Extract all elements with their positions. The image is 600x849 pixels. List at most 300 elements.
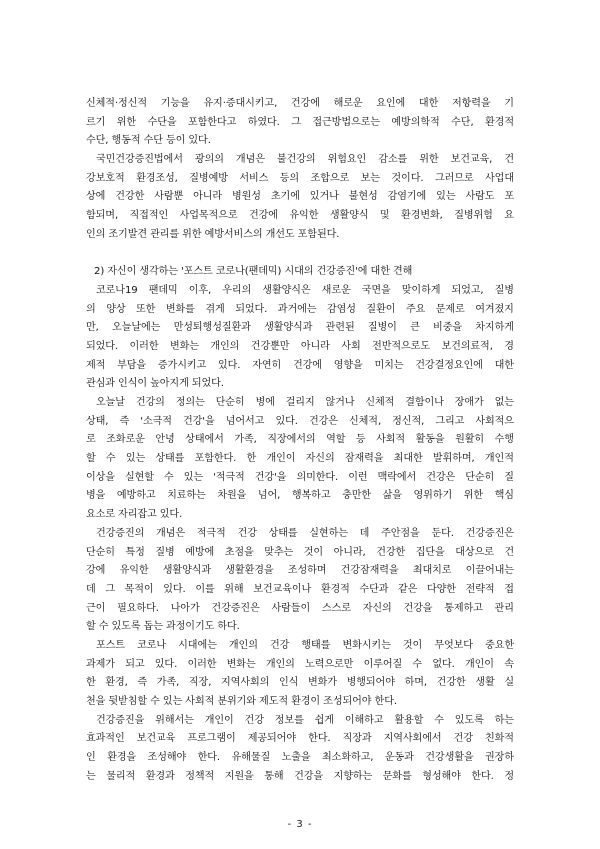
word: 스스로 [321, 602, 351, 614]
word: 생활양식 [329, 210, 369, 222]
word: 환경변화, [401, 210, 443, 222]
text-line [86, 282, 514, 301]
text-line [86, 319, 514, 338]
word: 위해 [224, 583, 244, 595]
word: 수 [105, 453, 116, 465]
word: 조성해야 [147, 752, 187, 764]
word: 건강은 [426, 471, 456, 483]
word: 건강결정요인에 [415, 359, 483, 371]
word: 개념은 [235, 154, 265, 166]
text-line [86, 413, 514, 432]
text-line [86, 637, 514, 656]
word: 결함이나 [405, 397, 444, 408]
text-line [86, 338, 514, 357]
word: 아니라, [333, 546, 366, 558]
line-text: 수단, 행동적 수단 등이 있다. [86, 135, 211, 147]
word: 초점을 [224, 546, 254, 558]
word: 전략적 [465, 583, 495, 595]
word: 생활양식과 [162, 565, 212, 577]
blank-line [86, 245, 514, 264]
word: 적극적 [196, 527, 226, 539]
word: 포함한다. [194, 453, 237, 465]
word: 코로나 [137, 639, 167, 651]
word: 조합으로 [310, 172, 350, 184]
word: 위해서는 [155, 714, 194, 726]
word: 넘어, [257, 490, 281, 502]
line-text: 천을 뒷받침할 수 있는 사회적 분위기와 제도적 환경이 조성되어야 한다. [86, 696, 397, 707]
word: 있다. [217, 359, 241, 371]
text-line [86, 487, 514, 506]
word: 건강'을 [183, 415, 215, 427]
word: 건강한 [436, 677, 466, 689]
word: 변화시키는 [342, 639, 391, 651]
word: 요 [504, 210, 514, 222]
word: 되었다. [86, 340, 119, 352]
word: 권장하 [485, 752, 514, 764]
word: 정책적 [185, 770, 215, 782]
word: 건강의 [135, 397, 165, 408]
word: 건강에 [290, 98, 320, 109]
word: 이런 [348, 471, 368, 483]
word: 정의는 [175, 397, 205, 408]
word: 핵심 [494, 490, 514, 502]
word: 사람뿐 [154, 191, 184, 203]
word: 접근방법으로는 [312, 116, 380, 128]
word: 있는 [436, 191, 456, 203]
text-line [86, 693, 514, 712]
word: 최대치로 [412, 565, 452, 577]
word: 유해물질 [231, 752, 271, 764]
word: 오늘날에는 [112, 322, 161, 334]
word: 사람도 [465, 191, 495, 203]
word: 건강한 [376, 546, 406, 558]
word: 만, [86, 322, 99, 334]
text-line [86, 301, 514, 320]
word: 변화가 [307, 677, 337, 689]
word: 있다. [275, 415, 298, 427]
word: 사회 [341, 340, 361, 352]
word: 생활양식과 [264, 322, 313, 334]
word: 관리 [494, 602, 514, 614]
word: 없는 [494, 397, 514, 408]
word: 건강잠재력을 [340, 565, 399, 577]
word: 건강을 [403, 602, 433, 614]
word: 큰 [410, 322, 420, 334]
word: 단순히 [215, 397, 245, 408]
word: 생활 [475, 677, 495, 689]
word: 수 [164, 471, 174, 483]
word: 증가시키고 [157, 359, 207, 371]
word: 이상을 [86, 471, 115, 483]
word: 건강 [453, 733, 473, 745]
word: 하였다. [247, 116, 280, 128]
text-line [86, 469, 514, 488]
word: 예방에 [185, 546, 215, 558]
text-line [86, 114, 514, 133]
word: 그 [105, 583, 115, 595]
word: 차원을 [217, 490, 247, 502]
word: 물리적 [106, 770, 136, 782]
word: 수단과 [359, 583, 389, 595]
word: 보건교육 [136, 733, 176, 745]
word: 질병 [494, 284, 514, 296]
word: 수 [434, 714, 444, 726]
word: 강에 [86, 565, 106, 577]
word: 즉 [137, 677, 148, 689]
word: 환경, [105, 677, 128, 689]
word: 환경적 [485, 116, 514, 128]
word: 개념은 [156, 527, 185, 539]
word: 과거에는 [277, 303, 317, 315]
word: 유지·증대시키고, [203, 98, 278, 109]
word: 원활히 [455, 434, 485, 446]
word: 영향을 [333, 359, 363, 371]
word: 그러므로 [434, 172, 474, 184]
word: 병을 [86, 490, 106, 502]
word: 기 [504, 98, 514, 109]
word: 프로그램이 [187, 733, 236, 745]
word: 질병 [155, 546, 175, 558]
word: 제공되어야 [247, 733, 296, 745]
word: 건강에 [248, 210, 278, 222]
word: 사회적으 [475, 415, 514, 427]
word: 보건교육이나 [253, 583, 312, 595]
word: 이해하고 [344, 714, 384, 726]
word: 지역사회의 [221, 677, 270, 689]
line-text: 2) 자신이 생각하는 '포스트 코로나(팬데믹) 시대의 건강증진'에 대한 견해 [94, 266, 413, 278]
word: 오늘날 [96, 397, 125, 408]
word: 신체적·정신적 [86, 98, 148, 109]
word: 걸리지 [285, 397, 315, 408]
word: 실 [504, 677, 514, 689]
word: 사람들이 [271, 602, 311, 614]
word: 유익한 [289, 210, 319, 222]
word: 부담을 [117, 359, 147, 371]
word: 코로나19 [96, 284, 138, 296]
word: '적극적 [213, 471, 245, 483]
word: 한 [86, 677, 96, 689]
word: 초기에 [270, 191, 300, 203]
word: 위험요인 [327, 154, 367, 166]
line-text: 할 수 있도록 돕는 과정이기도 하다. [86, 621, 240, 633]
word: 광의의 [194, 154, 224, 166]
word: 문화를 [382, 770, 412, 782]
word: 예방의학적 [391, 116, 440, 128]
word: 건 [504, 546, 514, 558]
word: 잠재력을 [344, 453, 384, 465]
word: 의 [86, 303, 96, 315]
word: 르기 [86, 116, 106, 128]
word: 하는 [494, 714, 514, 726]
word: 팬데믹 [148, 284, 178, 296]
word: 접 [504, 583, 514, 595]
word: 필요하다. [117, 602, 159, 614]
word: 포함한다고 [187, 116, 237, 128]
word: 없다. [432, 658, 455, 670]
word: 문제로 [435, 303, 465, 315]
word: 해로운 [333, 98, 363, 109]
text-line [86, 506, 514, 525]
text-line [86, 525, 514, 544]
word: 질 [504, 471, 514, 483]
word: 상태, [86, 415, 109, 427]
text-line [86, 188, 514, 207]
word: 건강증진의 [96, 527, 145, 539]
word: 건강 [244, 714, 264, 726]
word: 이끌어내는 [465, 565, 514, 577]
word: 즉 [119, 415, 130, 427]
word: 하며, [404, 677, 427, 689]
word: 시대에는 [178, 639, 217, 651]
text-line [86, 450, 514, 469]
word: 상태를 [268, 527, 298, 539]
word: 경 [504, 340, 514, 352]
word: 개인이 [465, 658, 494, 670]
word: 있는 [183, 471, 204, 483]
word: 다양한 [427, 583, 456, 595]
word: 맥락에서 [377, 471, 417, 483]
word: 노력으로만 [305, 658, 354, 670]
word: 상태에서 [185, 434, 224, 446]
line-text: 관심과 인식이 높아지게 되었다. [86, 378, 224, 390]
word: 우리의 [222, 284, 252, 296]
word: 있는 [125, 453, 146, 465]
word: 는 [86, 770, 96, 782]
text-line [86, 618, 514, 637]
word: 실현하는 [309, 527, 348, 539]
word: 안녕 [155, 434, 175, 446]
word: 데 [359, 527, 370, 539]
text-line [86, 768, 514, 787]
word: 직장에서의 [267, 434, 316, 446]
word: 질병예방 [189, 172, 228, 184]
word: 개인적 [484, 453, 514, 465]
word: 등의 [279, 172, 300, 184]
word: 질병위험 [454, 210, 493, 222]
word: 기능을 [160, 98, 190, 109]
word: 전반적으로도 [372, 340, 430, 352]
word: 관련된 [325, 322, 355, 334]
word: 환경조성, [136, 172, 178, 184]
word: 건 [504, 154, 514, 166]
word: 변화는 [226, 658, 256, 670]
word: 겪게 [205, 303, 225, 315]
word: 최대한 [393, 453, 423, 465]
word: 정신적, [392, 415, 425, 427]
word: 실현할 [125, 471, 154, 483]
word: 삶을 [382, 490, 402, 502]
line-text: 요소로 자리잡고 있다. [86, 509, 183, 521]
word: 이를 [195, 583, 215, 595]
word: 건강은 [308, 415, 338, 427]
word: 또한 [136, 303, 156, 315]
word: 환경과 [145, 770, 175, 782]
text-line [86, 394, 514, 413]
word: 아니라 [300, 340, 330, 352]
word: 효과적인 [86, 733, 125, 745]
word: 대한 [494, 359, 514, 371]
text-line [86, 170, 514, 189]
word: 질환이 [366, 303, 396, 315]
word: 운동과 [384, 752, 414, 764]
word: 아니라 [193, 191, 223, 203]
word: 사회적 [376, 434, 406, 446]
word: 가족, [234, 434, 257, 446]
word: 통해 [264, 770, 284, 782]
word: 과제가 [86, 658, 115, 670]
word: 정보를 [274, 714, 304, 726]
word: 제적 [86, 359, 106, 371]
word: 만성퇴행성질환과 [173, 322, 251, 334]
word: 조성하며 [287, 565, 327, 577]
word: 등 [355, 434, 366, 446]
text-line [86, 600, 514, 619]
word: 수단을 [147, 116, 177, 128]
word: 행복하고 [291, 490, 331, 502]
word: 이루어질 [363, 658, 403, 670]
text-line [86, 656, 514, 675]
word: 자신의 [305, 453, 335, 465]
word: 가족, [156, 677, 180, 689]
page-number: - 3 - [287, 819, 313, 830]
word: 않거나 [325, 397, 355, 408]
word: 포스트 [96, 639, 125, 651]
word: 건강 [237, 527, 257, 539]
word: 수행 [494, 434, 514, 446]
text-line [86, 544, 514, 563]
word: 할 [86, 453, 96, 465]
word: 것이다. [391, 172, 424, 184]
word: 국민건강증진법에서 [96, 154, 183, 166]
word: 조화로운 [106, 434, 145, 446]
word: 및 [379, 210, 390, 222]
word: 나아가 [170, 602, 200, 614]
word: 있다. [154, 658, 178, 670]
word: 건강뿐만 [250, 340, 290, 352]
word: 주안점을 [381, 527, 420, 539]
word: 통제하고 [444, 602, 483, 614]
text-line [86, 95, 514, 114]
word: 한다. [471, 770, 494, 782]
word: 위한 [116, 116, 137, 128]
word: 치료하는 [167, 490, 206, 502]
word: 단순히 [86, 546, 115, 558]
word: 서비스 [239, 172, 269, 184]
word: 사업대 [485, 172, 514, 184]
word: 되었다. [235, 303, 268, 315]
word: 역할 [326, 434, 346, 446]
word: 이러한 [187, 658, 217, 670]
word: 지원을 [224, 770, 254, 782]
word: 것이 [303, 546, 324, 558]
word: 친화적 [484, 733, 514, 745]
word: 것이 [402, 639, 423, 651]
word: 특정 [125, 546, 145, 558]
word: 개인의 [210, 340, 240, 352]
word: 직장, [188, 677, 212, 689]
text-line [86, 151, 514, 170]
word: 병행되어야 [346, 677, 395, 689]
word: 같은 [398, 583, 418, 595]
word: 무엇보다 [434, 639, 473, 651]
word: 한다. [197, 752, 221, 764]
word: 저항력을 [451, 98, 491, 109]
page-body [86, 95, 514, 786]
word: 변화는 [169, 340, 199, 352]
word: 건강'을 [254, 471, 287, 483]
word: 있거나 [309, 191, 339, 203]
word: 데 [86, 583, 96, 595]
word: 보건의료적, [441, 340, 493, 352]
text-line [86, 263, 514, 282]
word: 건강증진은 [211, 602, 260, 614]
word: 병에 [255, 397, 275, 408]
word: 인 [86, 752, 96, 764]
word: 직장과 [342, 733, 372, 745]
word: 정 [504, 770, 514, 782]
word: 집단을 [415, 546, 445, 558]
text-line [86, 712, 514, 731]
text-line [86, 207, 514, 226]
word: 감소를 [378, 154, 408, 166]
word: '소극적 [140, 415, 172, 427]
word: 활용할 [394, 714, 424, 726]
word: 충만한 [342, 490, 372, 502]
line-text: 인의 조기발견 관리를 위한 예방서비스의 개선도 포함된다. [86, 228, 340, 240]
word: 되었고, [451, 284, 484, 296]
text-line [86, 357, 514, 376]
word: 개인의 [228, 639, 258, 651]
text-line [86, 226, 514, 245]
word: 상태를 [155, 453, 185, 465]
text-line [86, 674, 514, 693]
word: 질병이 [367, 322, 397, 334]
word: 사업목적으로 [179, 210, 238, 222]
word: 중요한 [485, 639, 514, 651]
word: 변화를 [165, 303, 195, 315]
word: 강보호적 [86, 172, 125, 184]
text-line [86, 132, 514, 151]
text-line [86, 431, 514, 450]
word: 노출을 [281, 752, 311, 764]
word: 포 [504, 191, 514, 203]
word: 맞추는 [264, 546, 294, 558]
word: 미치는 [374, 359, 404, 371]
word: 자신의 [362, 602, 392, 614]
word: 최소화하고, [322, 752, 374, 764]
word: 위한 [419, 154, 439, 166]
word: 보건교육, [450, 154, 493, 166]
word: 자연히 [252, 359, 282, 371]
word: 양상 [106, 303, 126, 315]
word: 신체적 [365, 397, 395, 408]
word: 장애가 [454, 397, 484, 408]
word: 건강을 [294, 770, 324, 782]
word: 단순히 [465, 471, 495, 483]
word: 대한 [418, 98, 439, 109]
word: 새로운 [321, 284, 351, 296]
text-line [86, 581, 514, 600]
word: 생활환경을 [225, 565, 274, 577]
word: 상에 [86, 191, 106, 203]
word: 수 [412, 658, 423, 670]
word: 직접적인 [129, 210, 169, 222]
word: 목적이 [124, 583, 154, 595]
word: 한다. [308, 733, 331, 745]
word: 불건강의 [276, 154, 316, 166]
word: 있도록 [454, 714, 484, 726]
word: 둔다. [431, 527, 454, 539]
